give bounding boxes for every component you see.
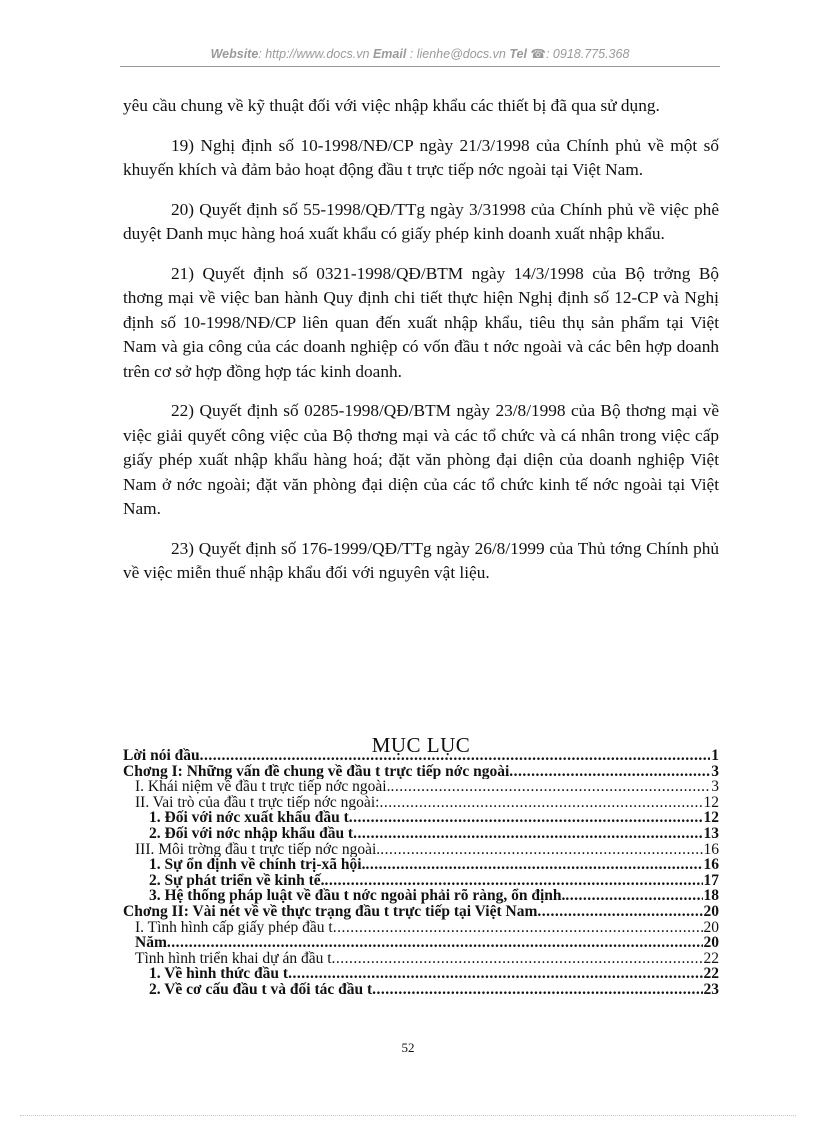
paragraph-continuation: yêu cầu chung về kỹ thuật đối với việc nhập khẩu các thiết bị đã qua sử dụng. <box>123 96 660 115</box>
paragraph-item-22: 22) Quyết định số 0285-1998/QĐ/BTM ngày 23/8/1998 của Bộ thơng mại về việc giải quyết công việc của Bộ thơng mại và các tổ chức và cá nhân trong việc cấp giấy phép xuất nhập khẩu hàng hoá; đặt văn phòng đại diện của doanh nghiệp Việt Nam ở nớc ngoài; đặt văn phòng đại diện của các tổ chức kinh tế nớc ngoài tại Việt Nam. <box>123 401 719 518</box>
toc-entry[interactable]: Năm ..... 20 <box>123 935 719 951</box>
header-divider <box>120 66 720 67</box>
document-body <box>123 94 719 601</box>
toc-entry[interactable]: 3. Hệ thống pháp luật về đầu t nớc ngoài phải rõ ràng, ổn định. ..... 18 <box>123 888 719 904</box>
toc-entry[interactable]: 2. Về cơ cấu đầu t và đối tác đầu t ..... 23 <box>123 982 719 998</box>
paragraph-item-19: 19) Nghị định số 10-1998/NĐ/CP ngày 21/3/1998 của Chính phủ về một số khuyến khích và đảm bảo hoạt động đầu t trực tiếp nớc ngoài tại Việt Nam. <box>123 135 719 179</box>
paragraph-item-21: 21) Quyết định số 0321-1998/QĐ/BTM ngày 14/3/1998 của Bộ trởng Bộ thơng mại về việc ban hành Quy định chi tiết thực hiện Nghị định số 12-CP và Nghị định số 10-1998/NĐ/CP liên quan đến xuất nhập khẩu, tiêu thụ sản phẩm tại Việt Nam và gia công của các doanh nghiệp có vốn đầu t nớc ngoài và các bên hợp doanh trên cơ sở hợp đồng hợp tác kinh doanh. <box>123 263 719 381</box>
paragraph-item-20: 20) Quyết định số 55-1998/QĐ/TTg ngày 3/31998 của Chính phủ về việc phê duyệt Danh mục hàng hoá xuất khẩu có giấy phép kinh doanh xuất nhập khẩu. <box>123 199 719 243</box>
page-number: 52 <box>401 1040 415 1055</box>
email-value[interactable]: : lienhe@docs.vn <box>409 47 506 61</box>
paragraph-item-23: 23) Quyết định số 176-1999/QĐ/TTg ngày 26/8/1999 của Thủ tớng Chính phủ về việc miễn thuế nhập khẩu đối với nguyên vật liệu. <box>123 538 719 582</box>
page-header <box>120 46 720 61</box>
email-label: Email <box>372 47 407 61</box>
toc-entry[interactable]: Tình hình triển khai dự án đầu t ..... 22 <box>123 951 719 967</box>
toc-entry[interactable]: Chơng I: Những vấn đề chung về đầu t trực tiếp nớc ngoài ..... 3 <box>123 764 719 780</box>
toc-entry[interactable]: Lời nói đầu ..... 1 <box>123 748 719 764</box>
toc-entry[interactable]: Chơng II: Vài nét về về thực trạng đầu t trực tiếp tại Việt Nam ..... 20 <box>123 904 719 920</box>
tel-value: : 0918.775.368 <box>545 47 630 61</box>
website-label: Website <box>210 47 259 61</box>
footer-divider <box>20 1115 796 1116</box>
toc-entry[interactable]: 1. Về hình thức đầu t ..... 22 <box>123 966 719 982</box>
tel-label: Tel ☎ <box>509 47 546 61</box>
website-value[interactable]: : http://www.docs.vn <box>258 47 370 61</box>
table-of-contents <box>123 748 719 998</box>
toc-entry[interactable]: 2. Đối với nớc nhập khẩu đầu t ..... 13 <box>123 826 719 842</box>
toc-entry[interactable]: 2. Sự phát triển về kinh tế. ..... 17 <box>123 873 719 889</box>
toc-entry[interactable]: III. Môi trờng đầu t trực tiếp nớc ngoài. ..... 16 <box>123 842 719 858</box>
toc-entry[interactable]: I. Khái niệm về đầu t trực tiếp nớc ngoài. ..... 3 <box>123 779 719 795</box>
toc-entry[interactable]: I. Tình hình cấp giấy phép đầu t ..... 20 <box>123 920 719 936</box>
toc-entry[interactable]: II. Vai trò của đầu t trực tiếp nớc ngoài: ..... 12 <box>123 795 719 811</box>
toc-title: MỤC LỤC <box>371 733 471 757</box>
toc-entry[interactable]: 1. Đối với nớc xuất khẩu đầu t ..... 12 <box>123 810 719 826</box>
toc-entry[interactable]: 1. Sự ổn định về chính trị-xã hội. ..... 16 <box>123 857 719 873</box>
